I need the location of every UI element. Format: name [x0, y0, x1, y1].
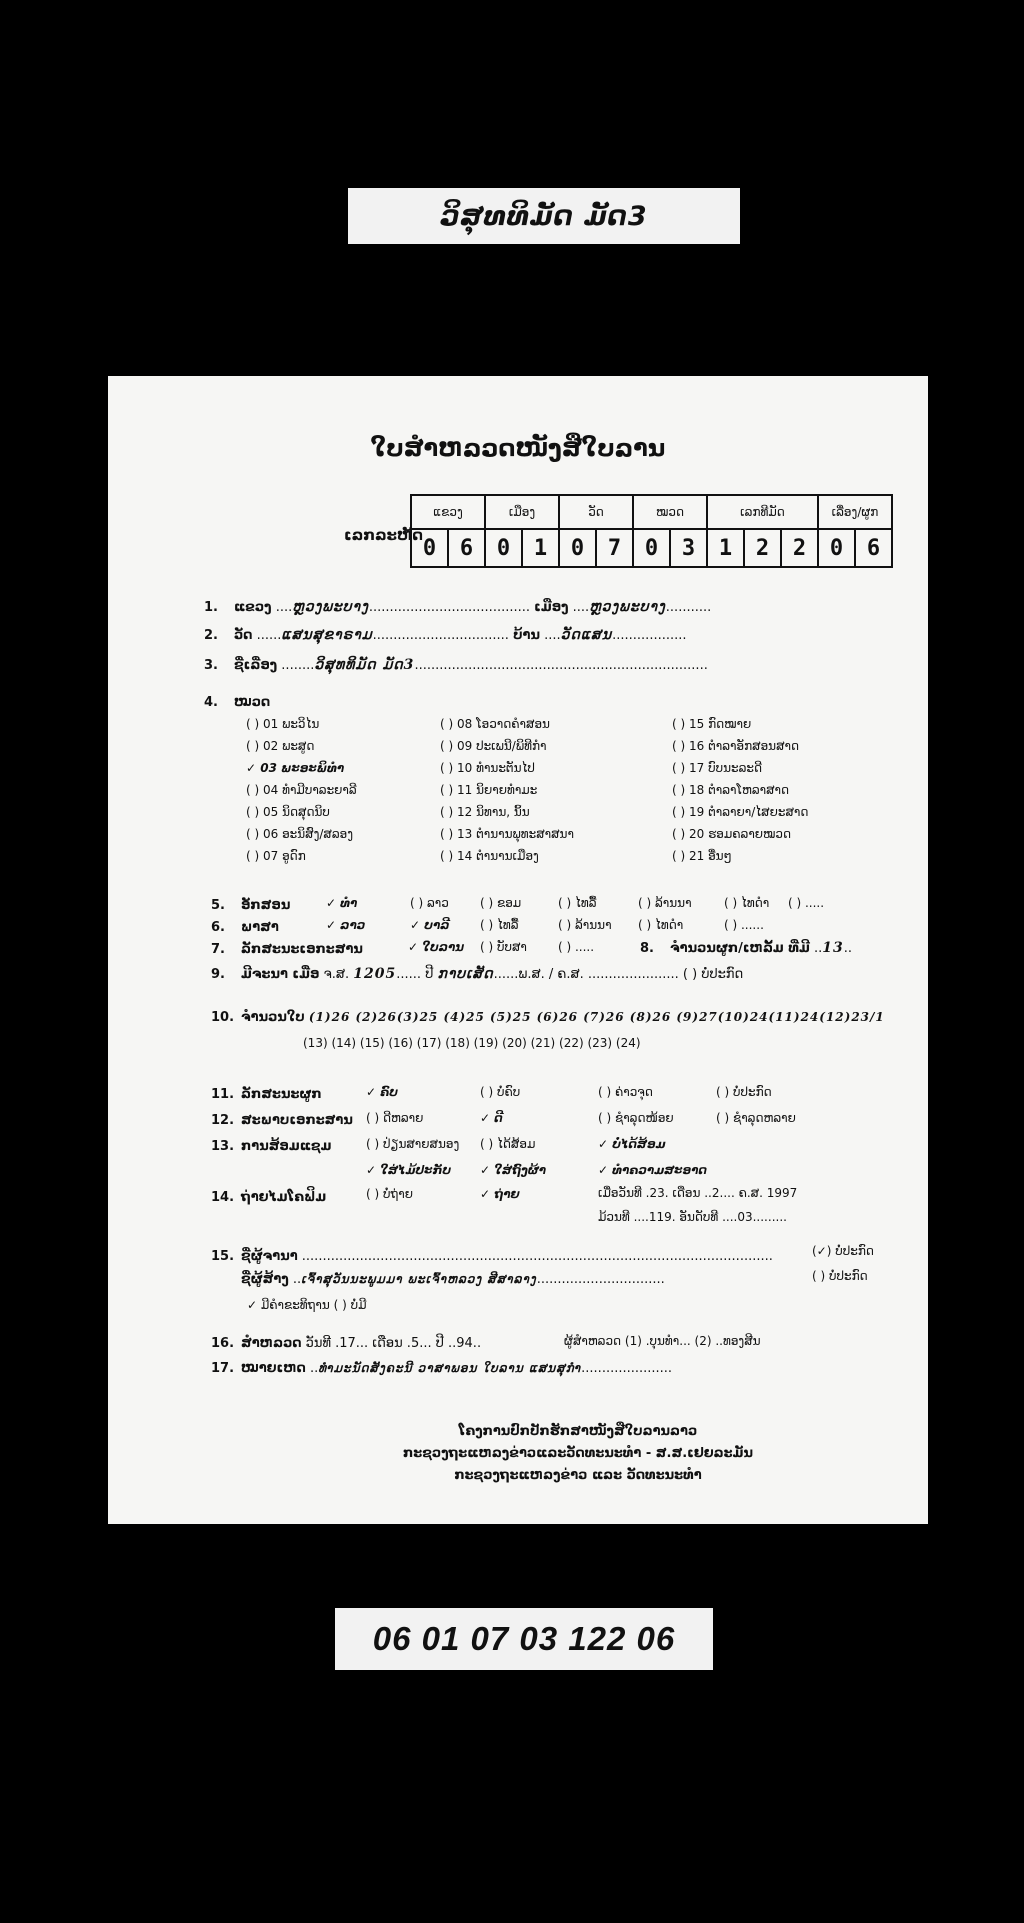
option-item: ✓ ຄົບ — [366, 1085, 398, 1099]
option-item: ✓ ບາລີ — [410, 918, 450, 932]
category-option: ( ) 13 ຕຳນານພຸທະສາສນາ — [440, 827, 574, 841]
code-digit-cell: 6 — [855, 529, 892, 567]
category-option: ( ) 02 ພະສູດ — [246, 739, 315, 753]
option-item: ( ) ດີຫລາຍ — [366, 1111, 424, 1125]
field-5: 5. ອັກສອນ — [211, 898, 291, 913]
author-unknown: (✓) ບໍ່ປະກົດ — [812, 1244, 874, 1258]
category-option: ( ) 09 ປະເພນີ/ພິທີກຳ — [440, 739, 547, 753]
option-item: ( ) ບໍ່ຖ່າຍ — [366, 1187, 413, 1201]
category-option: ( ) 19 ຕຳລາຍາ/ໄສຍະສາດ — [672, 805, 809, 819]
category-option: ✓ 03 ພະອະພິທຳ — [246, 761, 345, 775]
category-option: ( ) 11 ນິຍາຍທຳມະ — [440, 783, 538, 797]
option-item: ( ) ຂອມ — [480, 896, 522, 910]
reference-code-label: 06 01 07 03 122 06 — [335, 1608, 713, 1670]
field-3: 3. ຊື່ເລື່ອງ ........ວິສຸທທິມັດ ມັດ3....................................................................... — [204, 657, 708, 673]
field-9: 9. ມີຈະນາ ເມື່ອ ຈ.ສ. 1205...... ປີ ກາບເສັດ......ພ.ສ. / ຄ.ສ. ...................... ( ) ບໍ່ປະກົດ — [211, 966, 744, 982]
option-item: ( ) ໄທລື້ — [480, 918, 519, 932]
field-2: 2. ວັດ ......ແສນສຸຂາຣາມ................................. ບ້ານ ....ວັດແສນ.................. — [204, 627, 687, 643]
option-item: ✓ ບໍ່ໄດ້ສ້ອມ — [598, 1137, 666, 1151]
option-item: ( ) ຊຳລຸດໜ້ອຍ — [598, 1111, 674, 1125]
category-option: ( ) 17 ບົບນະລະດີ — [672, 761, 762, 775]
field-11: 11. ລັກສະນະຜູກ — [211, 1087, 322, 1102]
code-digit-cell: 7 — [596, 529, 633, 567]
option-item: ( ) ໄດ້ສ້ອມ — [480, 1137, 536, 1151]
option-item: ( ) ..... — [788, 896, 825, 910]
field-8: 8. ຈຳນວນຜູກ/ເຫລັ້ມ ທີ່ມີ ..13.. — [640, 940, 853, 956]
surveyors: ຜູ້ສຳຫລວດ (1) .ບຸນທຳ... (2) ..ທອງສີນ — [564, 1334, 761, 1348]
option-item: ✓ ໃສ່ໄມ້ປະກັບ — [366, 1163, 452, 1177]
option-item: ( ) ໄທລື້ — [558, 896, 597, 910]
option-item: ( ) ໄທດຳ — [638, 918, 684, 932]
code-label: ເລກລະຫັດ — [344, 526, 424, 544]
category-option: ( ) 10 ທຳນະຕັນໄປ — [440, 761, 535, 775]
leaf-counts-row-1: (1)26 (2)26(3)25 (4)25 (5)25 (6)26 (7)26 (8)26 (9)27(10)24(11)24(12)23/1 — [308, 1010, 885, 1024]
option-item: ( ) ລາວ — [410, 896, 449, 910]
option-item: ( ) ລ້ານນາ — [638, 896, 692, 910]
option-item: ( ) ບໍ່ຄົບ — [480, 1085, 521, 1099]
field-14: 14. ຖ່າຍໄມໂຄຟິມ — [211, 1190, 327, 1205]
manuscript-title-label: ວິສຸທທິມັດ ມັດ3 — [348, 188, 740, 244]
field-13: 13. ການສ້ອມແຊມ — [211, 1139, 332, 1154]
field-16: 16. ສຳຫລວດ ວັນທີ .17... ເດືອນ .5... ປີ ..94.. — [211, 1336, 482, 1351]
survey-form-sheet — [108, 376, 928, 1524]
code-digit-cell: 2 — [781, 529, 818, 567]
category-option: ( ) 01 ພະວິໄນ — [246, 717, 320, 731]
category-option: ( ) 14 ຕຳນານເມືອງ — [440, 849, 539, 863]
footer-line-1: ໂຄງການປົກປັກຮັກສາໜັງສືໃບລານລາວ — [458, 1424, 698, 1439]
form-heading: ໃບສຳຫລວດໜັງສືໃບລານ — [370, 434, 666, 462]
option-item: ( ) ຄ່າວຈຸດ — [598, 1085, 653, 1099]
code-header-cell: ເມືອງ — [485, 495, 559, 529]
code-table — [410, 494, 893, 568]
field-10: 10. ຈຳນວນໃບ (1)26 (2)26(3)25 (4)25 (5)25 (6)26 (7)26 (8)26 (9)27(10)24(11)24(12)23/1 — [211, 1010, 885, 1025]
option-item: ( ) ..... — [558, 940, 595, 954]
option-item: ✓ ໃສ່ຖົງຜ້າ — [480, 1163, 547, 1177]
field-15: 15. ຊື່ຜູ້ຈານາ .................................................................................................................. — [211, 1249, 773, 1264]
code-header-cell: ໝວດ — [633, 495, 707, 529]
field-6: 6. ພາສາ — [211, 920, 279, 935]
code-digit-cell: 2 — [744, 529, 781, 567]
footer-line-3: ກະຊວງຖະແຫລງຂ່າວ ແລະ ວັດທະນະທຳ — [454, 1468, 702, 1483]
option-item: ✓ ຖ່າຍ — [480, 1187, 520, 1201]
option-item: ( ) ບັບສາ — [480, 940, 527, 954]
option-item: ( ) ປ່ຽນສາຍສນອງ — [366, 1137, 460, 1151]
code-digit-cell: 0 — [559, 529, 596, 567]
code-digit-cell: 0 — [633, 529, 670, 567]
category-option: ( ) 08 ໂອວາດຄຳສອນ — [440, 717, 550, 731]
field-17: 17. ໝາຍເຫດ ..ທຳມະນັດສັງຄະນີ ວາສາພອນ ໃບລານ ແສນສຸກຳ...................... — [211, 1361, 673, 1376]
field-12: 12. ສະພາບເອກະສານ — [211, 1113, 353, 1128]
code-header-cell: ເລື່ອງ/ຜູກ — [818, 495, 892, 529]
footer-line-2: ກະຊວງຖະແຫລງຂ່າວແລະວັດທະນະທຳ - ສ.ສ.ເຢຍລະມັນ — [403, 1446, 753, 1461]
option-item: ✓ ດີ — [480, 1111, 503, 1125]
option-item: ✓ ລາວ — [326, 918, 366, 932]
code-digit-cell: 1 — [522, 529, 559, 567]
code-digit-cell: 0 — [411, 529, 448, 567]
category-option: ( ) 15 ກົດໝາຍ — [672, 717, 752, 731]
category-option: ( ) 06 ອະນິສົງ/ສລອງ — [246, 827, 354, 841]
field-7: 7. ລັກສະນະເອກະສານ — [211, 942, 363, 957]
option-item: ✓ ທຳຄວາມສະອາດ — [598, 1163, 707, 1177]
code-digit-cell: 0 — [818, 529, 855, 567]
category-option: ( ) 18 ຕຳລາໂຫລາສາດ — [672, 783, 790, 797]
creator-unknown: ( ) ບໍ່ປະກົດ — [812, 1269, 868, 1283]
field-4: 4. ໝວດ — [204, 695, 271, 710]
option-item: ( ) ບໍ່ປະກົດ — [716, 1085, 772, 1099]
category-option: ( ) 07 ອູດົກ — [246, 849, 306, 863]
microfilm-date: ເມື່ອວັນທີ .23. ເດືອນ ..2.... ຄ.ສ. 1997 — [598, 1186, 798, 1200]
category-option: ( ) 16 ຕຳລາອັກສອນສາດ — [672, 739, 800, 753]
category-option: ( ) 20 ຮອມຄລາຍໝວດ — [672, 827, 792, 841]
creator-field: ຊື່ຜູ້ສ້າງ ..ເຈົ້າສຸວັນນະພູມມາ ພະເຈົ້າຫລວງ ສີສາລາງ............................... — [241, 1272, 665, 1287]
microfilm-roll: ມ້ວນທີ ....119. ອັນດັບທີ ....03......... — [598, 1210, 787, 1224]
category-option: ( ) 05 ນິດສຸດນິບ — [246, 805, 330, 819]
category-option: ( ) 21 ອື່ນໆ — [672, 849, 732, 863]
code-header-cell: ວັດ — [559, 495, 633, 529]
code-header-cell: ເລກທີມັດ — [707, 495, 818, 529]
option-item: ( ) ໄທດຳ — [724, 896, 770, 910]
category-option: ( ) 12 ນິທານ, ນິ້ນ — [440, 805, 530, 819]
option-item: ✓ ໃບລານ — [408, 940, 465, 954]
leaf-counts-row-2: (13) (14) (15) (16) (17) (18) (19) (20) (21) (22) (23) (24) — [303, 1036, 641, 1050]
option-item: ( ) ຊຳລຸດຫລາຍ — [716, 1111, 796, 1125]
option-item: ( ) ...... — [724, 918, 764, 932]
dedication-options: ✓ ມີຄຳຂະທິຖານ ( ) ບໍ່ມີ — [247, 1298, 367, 1312]
code-digit-cell: 3 — [670, 529, 707, 567]
code-digit-cell: 0 — [485, 529, 522, 567]
category-option: ( ) 04 ທຳມີບາລະຍາລີ — [246, 783, 357, 797]
code-header-cell: ແຂວງ — [411, 495, 485, 529]
code-digit-cell: 1 — [707, 529, 744, 567]
option-item: ✓ ທຳ — [326, 896, 358, 910]
field-1: 1. ແຂວງ ....ຫຼວງພະບາງ....................................... ເມືອງ ....ຫຼວງພະບາງ........... — [204, 599, 712, 615]
code-digit-cell: 6 — [448, 529, 485, 567]
option-item: ( ) ລ້ານນາ — [558, 918, 612, 932]
